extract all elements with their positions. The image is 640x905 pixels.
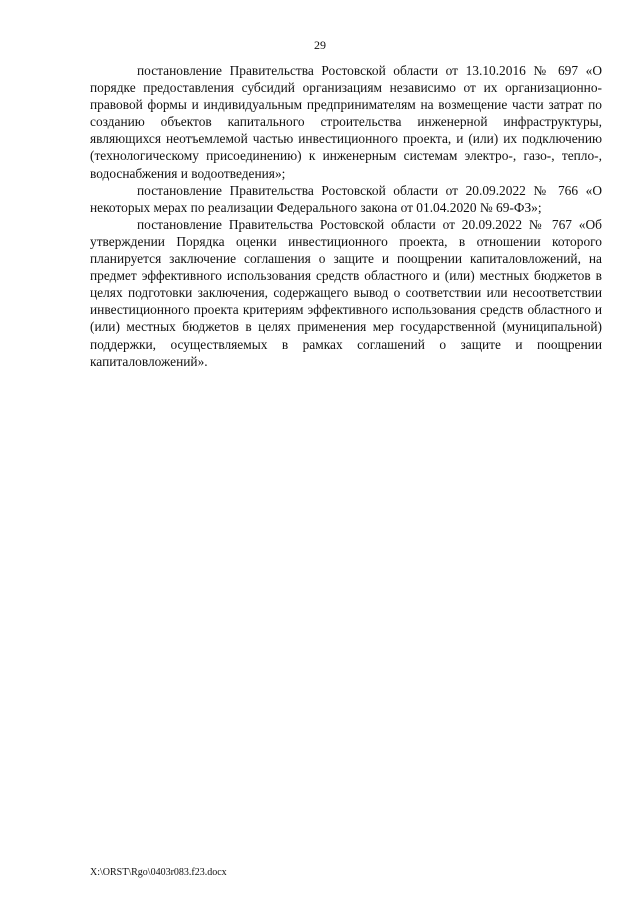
page-number: 29 xyxy=(314,38,326,52)
footer-file-path: X:\ORST\Rgo\0403r083.f23.docx xyxy=(90,867,227,878)
paragraph-resolution-697: постановление Правительства Ростовской области от 13.10.2016 № 697 «О порядке предоставления субсидий организациям независимо от их организационно-правовой формы и индивидуальным предпринимателям на возмещение части затрат по созданию объектов капитального строительства инженерной инфраструктуры, являющихся неотъемлемой частью инвестиционного проекта, и (или) их подключению (технологическому присоединению) к инженерным системам электро-, газо-, тепло-, водоснабжения и водоотведения»; xyxy=(90,63,602,181)
paragraph-resolution-766: постановление Правительства Ростовской области от 20.09.2022 № 766 «О некоторых мерах по реализации Федерального закона от 01.04.2020 № 69-ФЗ»; xyxy=(90,182,602,215)
document-body xyxy=(90,62,602,370)
paragraph-resolution-767: постановление Правительства Ростовской области от 20.09.2022 № 767 «Об утверждении Порядка оценки инвестиционного проекта, в отношении которого планируется заключение соглашения о защите и поощрении капиталовложений, на предмет эффективного использования средств областного и (или) местных бюджетов в целях подготовки заключения, содержащего вывод о соответствии или несоответствии инвестиционного проекта критериям эффективного использования средств областного и (или) местных бюджетов в целях применения мер государственной (муниципальной) поддержки, осуществляемых в рамках соглашений о защите и поощрении капиталовложений». xyxy=(90,216,602,369)
